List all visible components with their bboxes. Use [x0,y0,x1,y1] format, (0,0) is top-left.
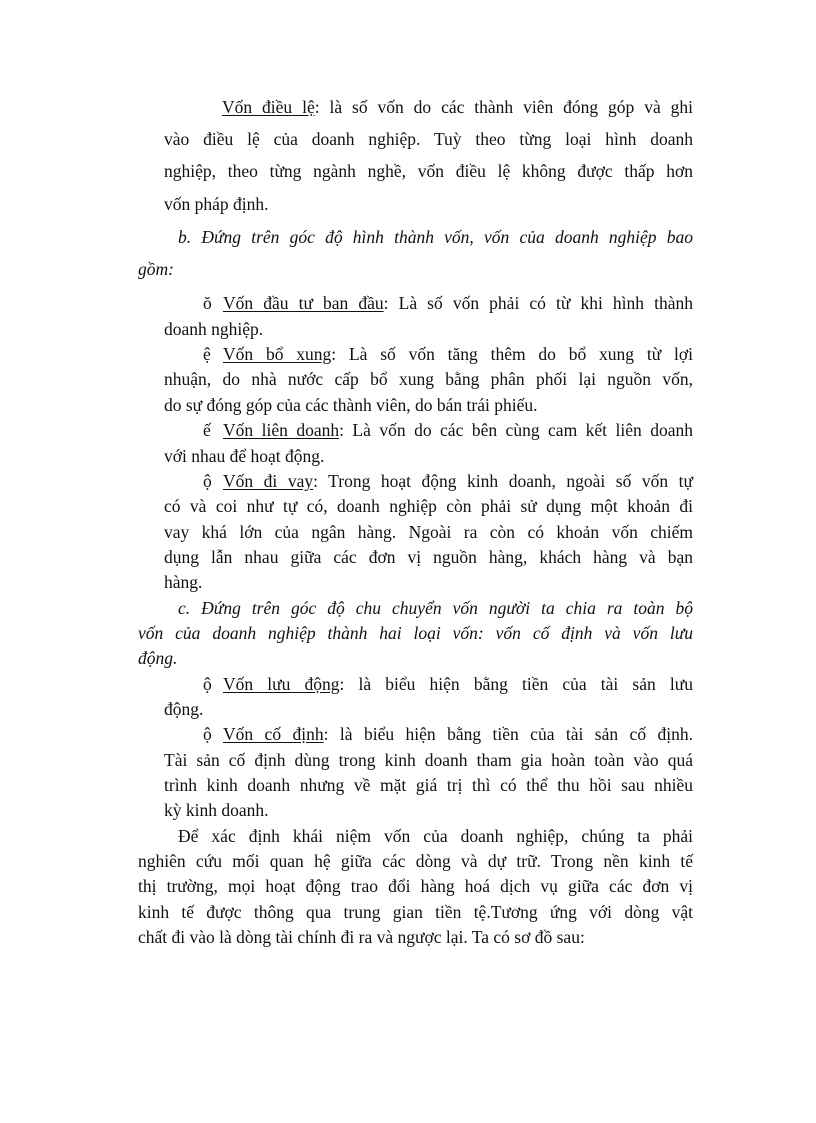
von-co-dinh-line-2: Tài sản cố định dùng trong kinh doanh tham gia hoàn toàn vào quá [164,750,693,770]
bullet-icon: ế [203,420,211,440]
von-dieu-le-line-3: nghiệp, theo từng ngành nghề, vốn điều lệ không được thấp hơn [164,161,693,181]
bullet-icon: ŏ [203,293,212,313]
von-di-vay-text: : Trong hoạt động kinh doanh, ngoài số vốn tự [313,471,693,491]
heading-b-line-2: gồm: [138,259,174,279]
von-dau-tu-text: : Là số vốn phải có từ khi hình thành [383,293,693,313]
bullet-icon: ộ [203,724,212,744]
von-dau-tu-line-2: doanh nghiệp. [164,319,264,339]
term-von-dau-tu: Vốn đầu tư ban đầu [223,293,384,313]
heading-c-line-2: vốn của doanh nghiệp thành hai loại vốn: vốn cố định và vốn lưu [138,623,693,643]
term-von-di-vay: Vốn đi vay [223,471,314,491]
von-co-dinh-line-4: kỳ kinh doanh. [164,800,269,820]
closing-line-3: thị trường, mọi hoạt động trao đổi hàng hoá dịch vụ giữa các đơn vị [138,876,693,896]
von-bo-xung-line-1 [203,344,693,364]
term-von-lien-doanh: Vốn liên doanh [223,420,340,440]
bullet-icon: ộ [203,674,212,694]
von-lien-doanh-text: : Là vốn do các bên cùng cam kết liên doanh [339,420,693,440]
von-co-dinh-line-3: trình kinh doanh nhưng về mặt giá trị thì có thể thu hồi sau nhiều [164,775,693,795]
von-di-vay-line-4: dụng lẫn nhau giữa các đơn vị nguồn hàng, khách hàng và bạn [164,547,693,567]
heading-b-line-1: b. Đứng trên góc độ hình thành vốn, vốn của doanh nghiệp bao [178,227,693,247]
von-di-vay-line-2: có và coi như tự có, doanh nghiệp còn phải sử dụng một khoản đi [164,496,693,516]
closing-line-4: kinh tế được thông qua trung gian tiền tệ.Tương ứng với dòng vật [138,902,693,922]
bullet-icon: ệ [203,344,211,364]
von-bo-xung-text: : Là số vốn tăng thêm do bổ xung từ lợi [331,344,694,364]
von-di-vay-line-1 [203,471,693,491]
von-dieu-le-line-1 [222,97,693,117]
von-luu-dong-text: : là biểu hiện bằng tiền của tài sản lưu [339,674,693,694]
closing-line-5: chất đi vào là dòng tài chính đi ra và ngược lại. Ta có sơ đồ sau: [138,927,585,947]
von-luu-dong-line-2: động. [164,699,204,719]
von-lien-doanh-line-2: với nhau để hoạt động. [164,446,325,466]
term-von-dieu-le: Vốn điều lệ [222,97,315,117]
closing-line-2: nghiên cứu mối quan hệ giữa các dòng và dự trữ. Trong nền kinh tế [138,851,693,871]
term-von-luu-dong: Vốn lưu động [223,674,340,694]
von-di-vay-line-5: hàng. [164,572,203,592]
term-von-bo-xung: Vốn bổ xung [223,344,332,364]
von-dieu-le-line-4: vốn pháp định. [164,194,269,214]
von-co-dinh-text: : là biểu hiện bằng tiền của tài sản cố định. [323,724,693,744]
heading-c-line-3: động. [138,648,178,668]
von-dau-tu-line-1 [203,293,693,313]
von-luu-dong-line-1 [203,674,693,694]
von-lien-doanh-line-1 [203,420,693,440]
von-di-vay-line-3: vay khá lớn của ngân hàng. Ngoài ra còn có khoản vốn chiếm [164,522,693,542]
von-co-dinh-line-1 [203,724,693,744]
von-bo-xung-line-2: nhuận, do nhà nước cấp bổ xung bằng phân phối lại nguồn vốn, [164,369,693,389]
closing-line-1: Để xác định khái niệm vốn của doanh nghiệp, chúng ta phải [178,826,693,846]
von-dieu-le-text: : là số vốn do các thành viên đóng góp và ghi [314,97,693,117]
bullet-icon: ộ [203,471,212,491]
von-bo-xung-line-3: do sự đóng góp của các thành viên, do bán trái phiếu. [164,395,538,415]
von-dieu-le-line-2: vào điều lệ của doanh nghiệp. Tuỳ theo từng loại hình doanh [164,129,693,149]
term-von-co-dinh: Vốn cố định [223,724,324,744]
heading-c-line-1: c. Đứng trên góc độ chu chuyển vốn người ta chia ra toàn bộ [178,598,693,618]
